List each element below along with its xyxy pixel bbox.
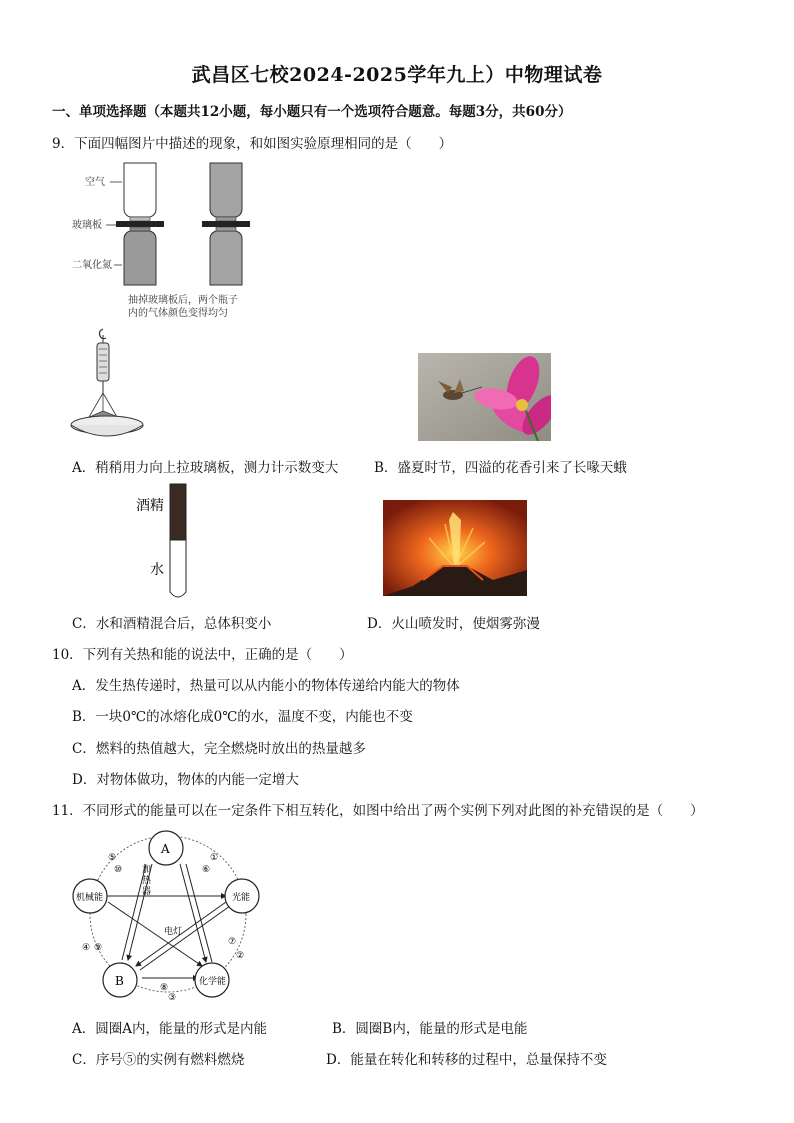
heater-label-2: 热 xyxy=(142,876,152,886)
no2-bottle-left xyxy=(124,231,156,285)
heater-label-3: 器 xyxy=(142,887,152,897)
num-5: ⑤ xyxy=(108,853,117,863)
q9-option-a[interactable]: A．稍稍用力向上拉玻璃板，测力计示数变大 xyxy=(72,460,339,476)
q11-energy-diagram xyxy=(60,822,270,1002)
q9-option-a-image xyxy=(65,325,155,445)
heater-label-1: 加 xyxy=(142,865,152,875)
label-no2: 二氧化氮 xyxy=(72,260,112,271)
num-10: ⑩ xyxy=(114,865,123,875)
diagram-caption-2: 内的气体颜色变得均匀 xyxy=(128,308,228,319)
node-light-label: 光能 xyxy=(232,893,251,903)
q10-stem: 10．下列有关热和能的说法中，正确的是（ ） xyxy=(52,647,353,663)
num-9: ⑨ xyxy=(94,943,103,953)
no2-bottle-right xyxy=(210,231,242,285)
q10-option-c[interactable]: C．燃料的热值越大，完全燃烧时放出的热量越多 xyxy=(72,741,366,757)
lamp-label: 电灯 xyxy=(164,927,183,937)
page-title: 武昌区七校2024-2025学年九上）中物理试卷 xyxy=(191,64,603,86)
num-4: ④ xyxy=(82,943,91,953)
q11-option-b[interactable]: B．圆圈B内，能量的形式是电能 xyxy=(332,1021,528,1037)
q9-option-b-image xyxy=(418,353,551,441)
node-mech-label: 机械能 xyxy=(76,893,104,903)
num-7: ⑦ xyxy=(228,937,237,947)
q11-option-c[interactable]: C．序号⑤的实例有燃料燃烧 xyxy=(72,1052,245,1068)
section-heading: 一、单项选择题（本题共12小题，每小题只有一个选项符合题意。每题3分，共60分） xyxy=(52,104,572,120)
diagram-caption-1: 抽掉玻璃板后，两个瓶子 xyxy=(128,295,238,306)
q10-option-b[interactable]: B．一块0℃的冰熔化成0℃的水，温度不变，内能也不变 xyxy=(72,709,413,725)
q9-diffusion-diagram xyxy=(60,155,260,325)
q10-option-d[interactable]: D．对物体做功，物体的内能一定增大 xyxy=(72,772,299,788)
label-glass: 玻璃板 xyxy=(72,220,102,231)
q11-stem: 11．不同形式的能量可以在一定条件下相互转化，如图中给出了两个实例下列对此图的补充错误的是（ ） xyxy=(52,803,704,819)
q9-option-d-image xyxy=(383,500,527,596)
node-a-label: A xyxy=(161,842,170,856)
num-8: ⑧ xyxy=(160,983,169,993)
q10-option-a[interactable]: A．发生热传递时，热量可以从内能小的物体传递给内能大的物体 xyxy=(72,678,460,694)
q9-option-b[interactable]: B．盛夏时节，四溢的花香引来了长喙天蛾 xyxy=(374,460,627,476)
q9-option-d[interactable]: D．火山喷发时，使烟雾弥漫 xyxy=(367,616,540,632)
num-2: ② xyxy=(236,951,245,961)
num-6: ⑥ xyxy=(202,865,211,875)
q9-stem: 9．下面四幅图片中描述的现象，和如图实验原理相同的是（ ） xyxy=(52,136,453,152)
q11-option-a[interactable]: A．圆圈A内，能量的形式是内能 xyxy=(72,1021,267,1037)
node-chem-label: 化学能 xyxy=(199,977,227,987)
node-b-label: B xyxy=(115,974,124,988)
label-air: 空气 xyxy=(85,177,105,188)
num-3: ③ xyxy=(168,993,177,1002)
label-water: 水 xyxy=(150,562,164,578)
num-1: ① xyxy=(210,853,219,863)
label-alcohol: 酒精 xyxy=(136,498,164,514)
q11-option-d[interactable]: D．能量在转化和转移的过程中，总量保持不变 xyxy=(326,1052,607,1068)
q9-option-c[interactable]: C．水和酒精混合后，总体积变小 xyxy=(72,616,272,632)
q9-option-c-image xyxy=(130,482,200,602)
